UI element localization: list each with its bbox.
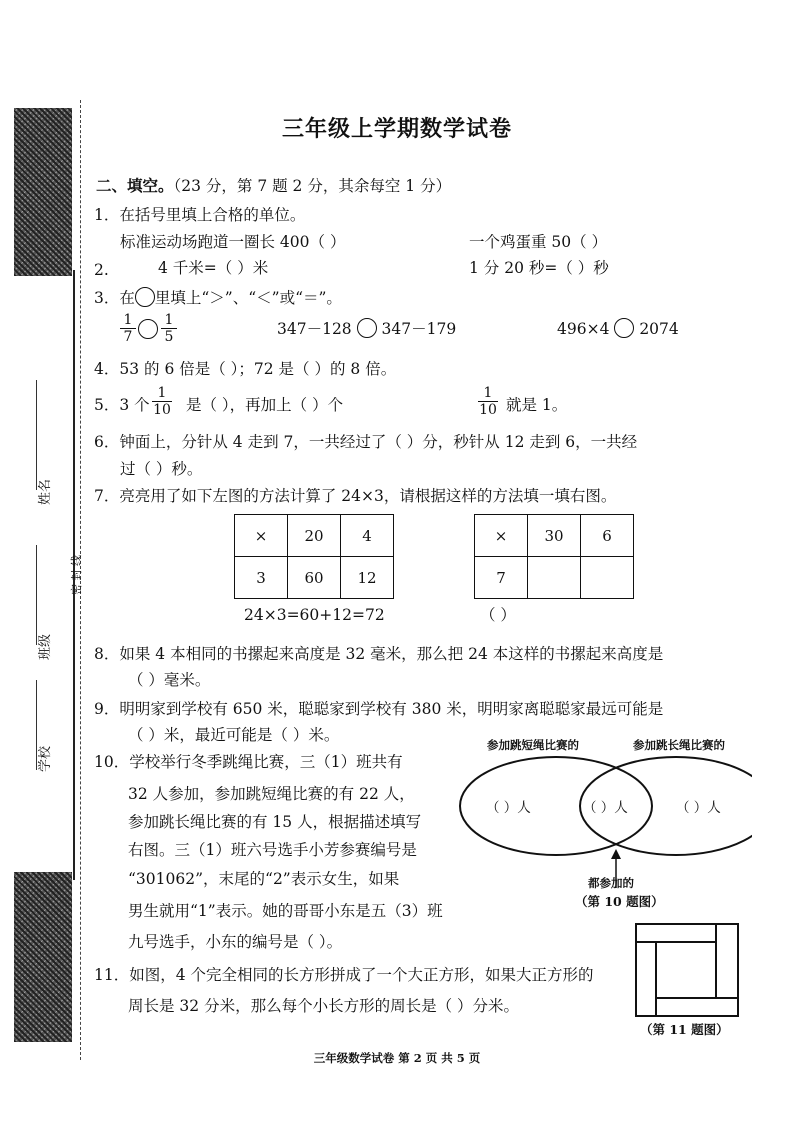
table-row: [475, 557, 634, 599]
q11-square-figure: [634, 922, 744, 1018]
table-row: [235, 515, 394, 557]
class-rule: [36, 545, 37, 645]
q3-b-circle-icon: [357, 318, 377, 338]
table-row: [235, 557, 394, 599]
name-rule: [36, 380, 37, 490]
q3-text: [94, 287, 342, 308]
q5-p1: 5．3 个: [94, 396, 150, 414]
table-cell: ×: [475, 515, 528, 557]
q1-a: 标准运动场跑道一圈长 400（ ）: [120, 233, 346, 251]
q5-frac1-num: 1: [157, 385, 167, 401]
q3-b: [277, 318, 456, 339]
q5-frac1: [152, 385, 172, 418]
q5-frac2-num: 1: [483, 385, 493, 401]
q8-line1: 8．如果 4 本相同的书摞起来高度是 32 毫米，那么把 24 本这样的书摞起来高度是: [94, 645, 664, 663]
venn-right-blank: （ ）人: [676, 800, 721, 816]
binding-pattern-bottom: [14, 872, 72, 1042]
section-note: （23 分，第 7 题 2 分，其余每空 1 分）: [173, 177, 452, 195]
table-cell: 7: [475, 557, 528, 599]
table-cell: ×: [235, 515, 288, 557]
q3-b-right: 347－179: [381, 320, 457, 338]
q3-frac1-num: 1: [123, 312, 133, 328]
q3-frac1: [120, 312, 136, 345]
table-cell: 3: [235, 557, 288, 599]
q2-num: 2.: [94, 261, 109, 279]
q9-line1: 9．明明家到学校有 650 米，聪聪家到学校有 380 米，明明家离聪聪家最远可能是: [94, 700, 664, 718]
q7-text: 7．亮亮用了如下左图的方法计算了 24×3，请根据这样的方法填一填右图。: [94, 487, 617, 505]
q6-line1: 6．钟面上，分针从 4 走到 7，一共经过了（ ）分，秒针从 12 走到 6，一共经: [94, 433, 638, 451]
section-heading-line: [96, 176, 451, 196]
q1-b: 一个鸡蛋重 50（ ）: [469, 233, 608, 251]
venn-arrow-icon: [611, 849, 621, 859]
q5-p3: 就是 1。: [506, 396, 568, 414]
school-label: 学校: [38, 745, 53, 772]
q7-right-table: [474, 514, 634, 599]
q3-c-right: 2074: [639, 320, 679, 338]
big-square: [636, 924, 738, 1016]
q7-left-table: [234, 514, 394, 599]
name-label: 姓名: [38, 478, 53, 505]
q4-text: 4．53 的 6 倍是（ ）；72 是（ ）的 8 倍。: [94, 360, 397, 378]
table-cell: 60: [288, 557, 341, 599]
table-cell: 30: [528, 515, 581, 557]
table-row: [475, 515, 634, 557]
page-title: 三年级上学期数学试卷: [281, 116, 512, 142]
q10-line1: 10．学校举行冬季跳绳比赛，三（1）班共有: [94, 753, 403, 771]
q3-c-left: 496×4: [557, 320, 610, 338]
venn-diagram: [456, 752, 752, 894]
q10-line2: 32 人参加，参加跳短绳比赛的有 22 人，: [128, 785, 415, 803]
q5-p2: 是（ ），再加上（ ）个: [186, 396, 344, 414]
q11-caption: （第 11 题图）: [640, 1022, 729, 1037]
section-heading: 二、填空。: [96, 176, 174, 195]
q2-b: 1 分 20 秒=（ ）秒: [469, 259, 609, 277]
q3-text-pre: 3．在: [94, 289, 135, 307]
q2-a: 4 千米=（ ）米: [158, 259, 269, 277]
q10-line4: 右图。三（1）班六号选手小芳参赛编号是: [128, 841, 417, 859]
q3-frac2-den: 5: [161, 328, 177, 345]
venn-left-title: 参加跳短绳比赛的: [487, 738, 579, 752]
q7-left-equation: 24×3=60+12=72: [244, 606, 385, 624]
venn-right-title: 参加跳长绳比赛的: [633, 738, 725, 752]
q5-frac2: [478, 385, 498, 418]
q5-frac2-den: 10: [479, 402, 497, 418]
q5-frac1-den: 10: [153, 402, 171, 418]
q3-frac2-num: 1: [164, 312, 174, 328]
q3-b-left: 347－128: [277, 320, 352, 338]
q9-line2: （ ）米，最近可能是（ ）米。: [128, 726, 340, 744]
table-cell: 20: [288, 515, 341, 557]
table-cell: 6: [581, 515, 634, 557]
table-cell: 12: [341, 557, 394, 599]
q3-frac1-den: 7: [120, 328, 136, 345]
venn-caption: （第 10 题图）: [575, 894, 664, 909]
q11-line1: 11．如图，4 个完全相同的长方形拼成了一个大正方形，如果大正方形的: [94, 966, 594, 984]
q7-right-answer: （ ）: [480, 606, 516, 624]
venn-left-blank: （ ）人: [486, 800, 531, 816]
q3-a-circle-icon: [138, 319, 158, 339]
q8-line2: （ ）毫米。: [128, 671, 211, 689]
table-cell: 4: [341, 515, 394, 557]
class-label: 班级: [38, 633, 53, 660]
q3-c-circle-icon: [614, 318, 634, 338]
q11-line2: 周长是 32 分米，那么每个小长方形的周长是（ ）分米。: [128, 997, 520, 1015]
venn-middle-blank: （ ）人: [583, 800, 628, 816]
seal-line-label: 密 封 线: [70, 555, 83, 595]
q10-line5: “301062”，末尾的“2”表示女生，如果: [128, 870, 400, 888]
q3-c: [557, 318, 679, 339]
q3-frac2: [161, 312, 177, 345]
table-cell: [528, 557, 581, 599]
q1-text: 1．在括号里填上合格的单位。: [94, 206, 306, 224]
q3-text-post: 里填上“＞”、“＜”或“＝”。: [154, 289, 342, 307]
q10-line6: 男生就用“1”表示。她的哥哥小东是五（3）班: [128, 902, 443, 920]
table-cell: [581, 557, 634, 599]
page-footer: 三年级数学试卷 第 2 页 共 5 页: [313, 1051, 481, 1065]
venn-both-label: 都参加的: [588, 876, 634, 890]
circle-icon: [135, 287, 155, 307]
q10-line7: 九号选手，小东的编号是（ ）。: [128, 933, 343, 951]
q10-line3: 参加跳长绳比赛的有 15 人，根据描述填写: [128, 813, 422, 831]
q6-line2: 过（ ）秒。: [120, 460, 203, 478]
binding-margin: [0, 0, 100, 1125]
